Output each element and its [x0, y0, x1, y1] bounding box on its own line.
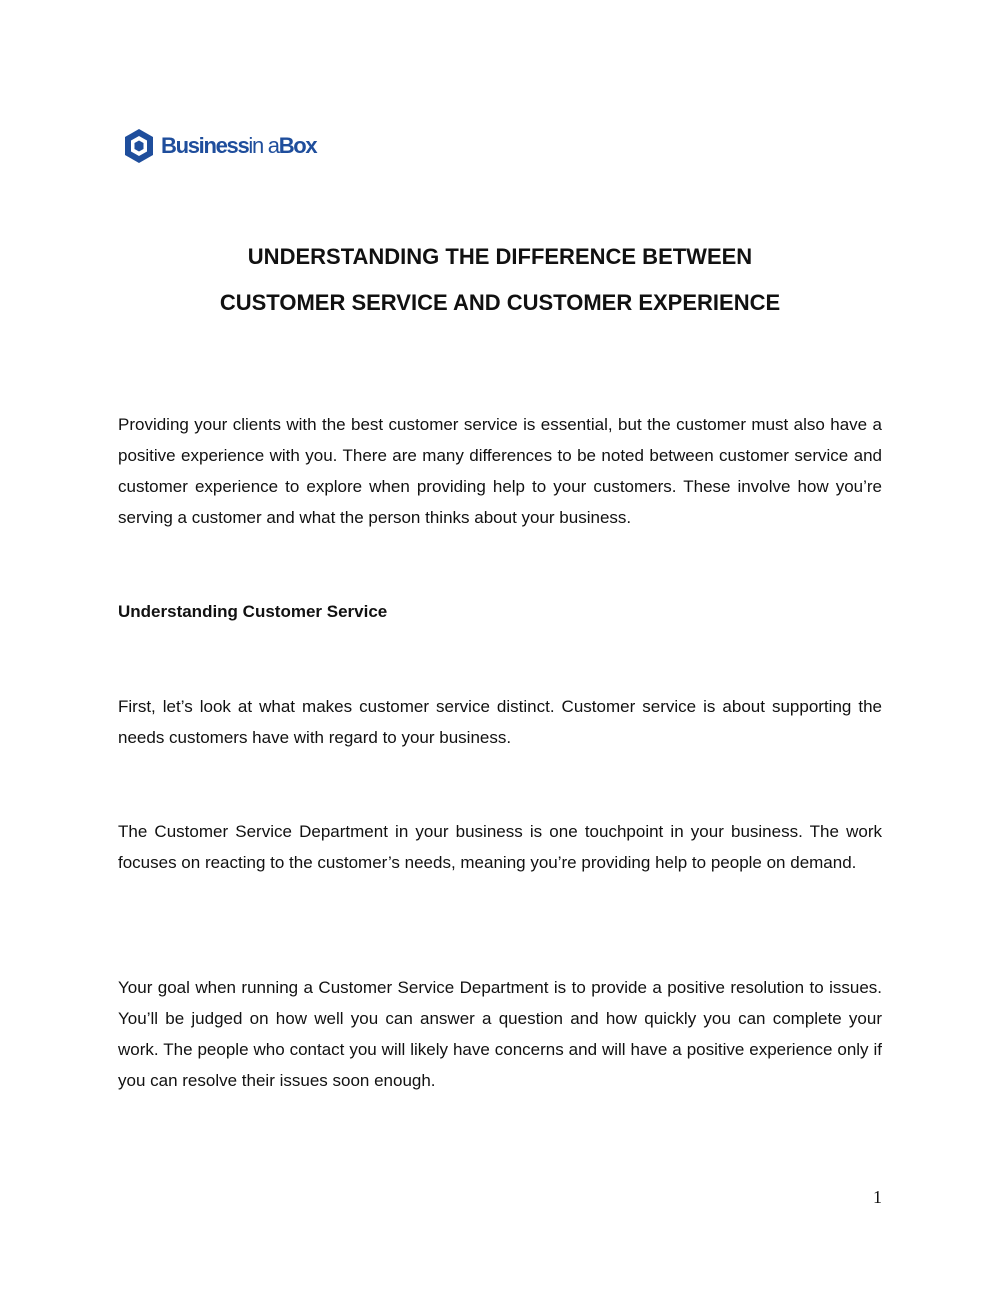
document-title — [0, 234, 1000, 326]
intro-paragraph: Providing your clients with the best customer service is essential, but the customer must also have a positive experience with you. There are many differences to be noted between customer service and customer experience to explore when providing help to your customers. These involve how you’re serving a customer and what the person thinks about your business. — [118, 415, 882, 527]
logo-word-in-a: in a — [248, 133, 279, 158]
title-line-1: UNDERSTANDING THE DIFFERENCE BETWEEN — [247, 244, 753, 269]
body-paragraph-3: Your goal when running a Customer Service Department is to provide a positive resolution to issues. You’ll be judged on how well you can answer a question and how quickly you can complete your work. The people who contact you will likely have concerns and will have a positive experience only if you can resolve their issues soon enough. — [118, 978, 882, 1090]
logo-word-box: Box — [278, 133, 317, 158]
body-paragraph-2: The Customer Service Department in your business is one touchpoint in your business. The work focuses on reacting to the customer’s needs, meaning you’re providing help to people on demand. — [118, 822, 882, 872]
business-in-a-box-logo — [123, 127, 316, 165]
logo-word-business: Business — [161, 133, 249, 158]
hexagon-logo-icon — [123, 128, 155, 164]
section-heading: Understanding Customer Service — [118, 602, 388, 621]
title-line-2: CUSTOMER SERVICE AND CUSTOMER EXPERIENCE — [219, 290, 781, 315]
logo-wordmark — [161, 133, 316, 159]
page-number: 1 — [873, 1187, 882, 1207]
body-paragraph-1: First, let’s look at what makes customer service distinct. Customer service is about supporting the needs customers have with regard to your business. — [118, 697, 882, 747]
